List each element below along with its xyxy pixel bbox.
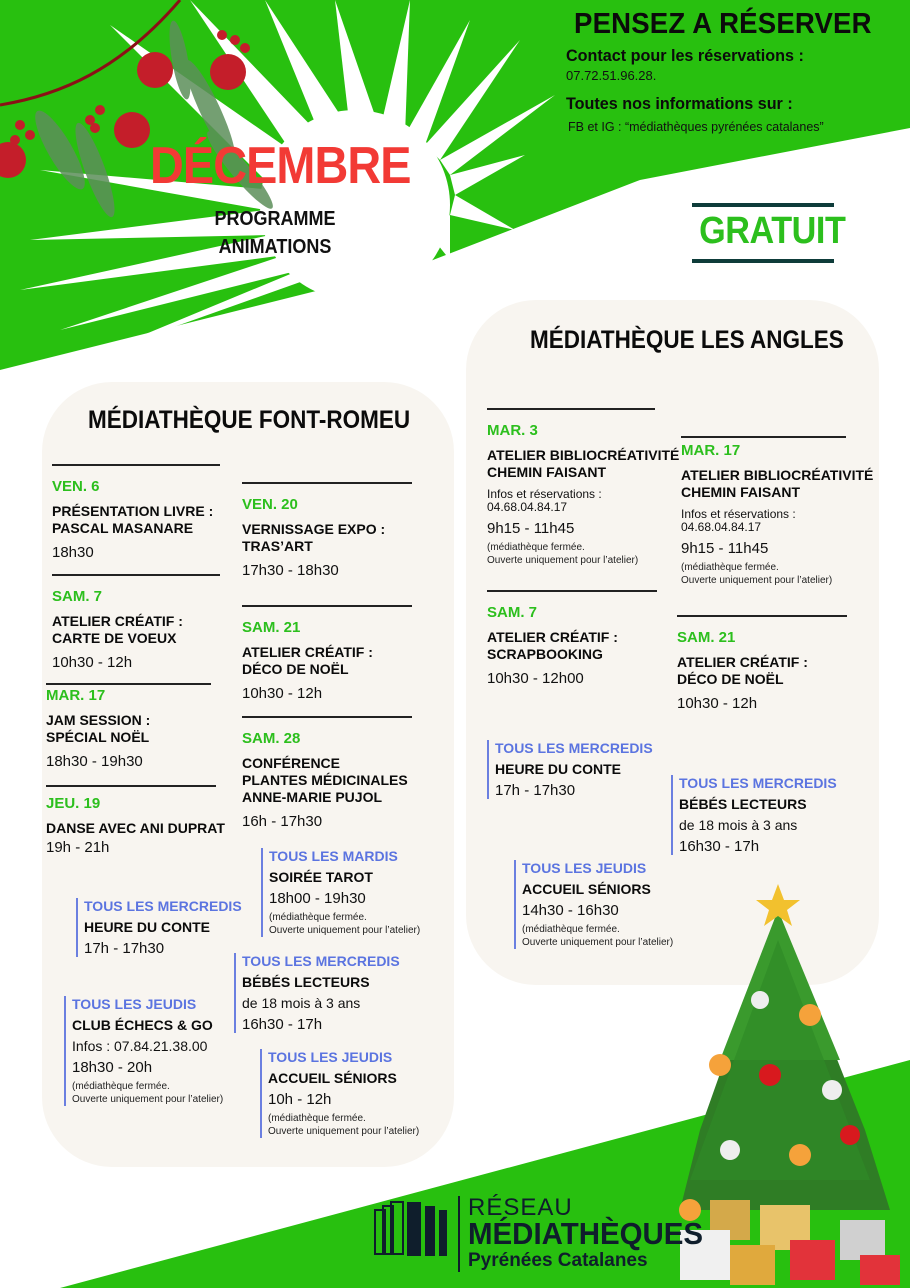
divider [52, 464, 220, 466]
event-time: 19h - 21h [46, 839, 110, 856]
contact-phone[interactable]: 07.72.51.96.28. [566, 68, 657, 83]
recurring-time: 17h - 17h30 [495, 782, 576, 799]
recurring-time: 16h30 - 17h [242, 1016, 323, 1033]
divider [487, 408, 655, 410]
recurring-event [487, 740, 653, 799]
recurring-subtitle: de 18 mois à 3 ans [242, 995, 361, 1011]
recurring-event [234, 953, 400, 1033]
recurring-title: ACCUEIL SÉNIORS [522, 881, 651, 897]
info-label: Toutes nos informations sur : [566, 94, 793, 113]
event-item [52, 574, 220, 671]
event-title: ATELIER CRÉATIF : DÉCO DE NOËL [677, 654, 808, 687]
event-item [677, 615, 847, 712]
event-title: ATELIER CRÉATIF : CARTE DE VOEUX [52, 613, 183, 646]
recurring-time: 17h - 17h30 [84, 940, 165, 957]
recurring-note: (médiathèque fermée. Ouverte uniquement pour l’atelier) [268, 1113, 420, 1137]
event-time: 18h30 [52, 544, 94, 561]
recurring-day: TOUS LES JEUDIS [72, 996, 197, 1012]
logo-line-2: MÉDIATHÈQUES [468, 1216, 704, 1251]
event-title: ATELIER BIBLIOCRÉATIVITÉ CHEMIN FAISANT [681, 467, 874, 500]
event-time: 10h30 - 12h [242, 685, 323, 702]
event-time: 9h15 - 11h45 [681, 540, 769, 557]
recurring-time: 18h30 - 20h [72, 1059, 153, 1076]
recurring-time: 18h00 - 19h30 [269, 890, 366, 907]
event-day: SAM. 21 [242, 619, 301, 636]
divider [681, 436, 846, 438]
books-logo-icon [373, 1198, 453, 1260]
recurring-event [671, 775, 837, 855]
event-time: 18h30 - 19h30 [46, 753, 143, 770]
recurring-title: HEURE DU CONTE [84, 919, 211, 935]
free-badge: GRATUIT [699, 210, 846, 252]
event-item [681, 436, 874, 587]
event-time: 10h30 - 12h [52, 654, 133, 671]
reserve-heading: PENSEZ A RÉSERVER [574, 8, 872, 40]
event-title: DANSE AVEC ANI DUPRAT [46, 820, 225, 836]
recurring-note: (médiathèque fermée. Ouverte uniquement pour l’atelier) [72, 1081, 224, 1105]
event-title: JAM SESSION : SPÉCIAL NOËL [46, 712, 151, 745]
event-time: 10h30 - 12h00 [487, 670, 584, 687]
event-day: SAM. 28 [242, 730, 301, 747]
recurring-time: 16h30 - 17h [679, 838, 760, 855]
font-romeu-title: MÉDIATHÈQUE FONT-ROMEU [88, 406, 411, 434]
recurring-event [76, 898, 242, 957]
divider [242, 716, 412, 718]
recurring-day: TOUS LES MERCREDIS [242, 953, 400, 969]
event-day: VEN. 6 [52, 478, 100, 495]
logo-divider [458, 1196, 460, 1272]
divider [52, 574, 220, 576]
event-title: ATELIER BIBLIOCRÉATIVITÉ CHEMIN FAISANT [487, 447, 680, 480]
event-item [242, 482, 412, 579]
recurring-day: TOUS LES MERCREDIS [84, 898, 242, 914]
event-note: (médiathèque fermée. Ouverte uniquement pour l’atelier) [487, 542, 639, 566]
event-day: VEN. 20 [242, 496, 298, 513]
event-item [46, 683, 211, 770]
divider [487, 590, 657, 592]
recurring-title: BÉBÉS LECTEURS [679, 796, 807, 812]
divider [242, 482, 412, 484]
event-item [242, 716, 412, 830]
recurring-day: TOUS LES JEUDIS [522, 860, 647, 876]
event-day: MAR. 3 [487, 422, 538, 439]
event-info: Infos et réservations : 04.68.04.84.17 [487, 487, 602, 514]
divider [677, 615, 847, 617]
recurring-event [64, 996, 223, 1106]
event-time: 17h30 - 18h30 [242, 562, 339, 579]
recurring-day: TOUS LES MARDIS [269, 848, 398, 864]
recurring-event [261, 848, 420, 937]
event-item [46, 785, 225, 856]
month-title: DÉCEMBRE [150, 137, 411, 195]
event-day: JEU. 19 [46, 795, 101, 812]
event-day: MAR. 17 [46, 687, 106, 704]
event-info: Infos et réservations : 04.68.04.84.17 [681, 507, 796, 534]
program-line-1: PROGRAMME [214, 208, 336, 230]
recurring-title: CLUB ÉCHECS & GO [72, 1017, 213, 1033]
program-line-2: ANIMATIONS [218, 236, 332, 258]
event-day: SAM. 7 [52, 588, 103, 605]
event-day: SAM. 21 [677, 629, 736, 646]
recurring-note: (médiathèque fermée. Ouverte uniquement pour l’atelier) [522, 924, 674, 948]
recurring-subtitle: de 18 mois à 3 ans [679, 817, 798, 833]
recurring-title: BÉBÉS LECTEURS [242, 974, 370, 990]
recurring-event [514, 860, 673, 949]
event-note: (médiathèque fermée. Ouverte uniquement pour l’atelier) [681, 562, 833, 586]
logo-line-3: Pyrénées Catalanes [468, 1250, 648, 1271]
social-info: FB et IG : “médiathèques pyrénées catalanes” [568, 120, 824, 134]
recurring-title: ACCUEIL SÉNIORS [268, 1070, 397, 1086]
recurring-time: 14h30 - 16h30 [522, 902, 619, 919]
event-time: 10h30 - 12h [677, 695, 758, 712]
event-title: ATELIER CRÉATIF : SCRAPBOOKING [487, 629, 618, 662]
divider [46, 683, 211, 685]
contact-label: Contact pour les réservations : [566, 46, 804, 65]
recurring-note: (médiathèque fermée. Ouverte uniquement pour l’atelier) [269, 912, 421, 936]
divider [46, 785, 216, 787]
event-item [242, 605, 412, 702]
recurring-title: HEURE DU CONTE [495, 761, 622, 777]
recurring-subtitle: Infos : 07.84.21.38.00 [72, 1038, 208, 1054]
event-item [52, 464, 220, 561]
recurring-title: SOIRÉE TAROT [269, 869, 373, 885]
recurring-time: 10h - 12h [268, 1091, 332, 1108]
event-item [487, 590, 657, 687]
recurring-day: TOUS LES MERCREDIS [679, 775, 837, 791]
event-title: PRÉSENTATION LIVRE : PASCAL MASANARE [52, 503, 214, 536]
recurring-day: TOUS LES JEUDIS [268, 1049, 393, 1065]
event-title: ATELIER CRÉATIF : DÉCO DE NOËL [242, 644, 373, 677]
divider [242, 605, 412, 607]
event-time: 16h - 17h30 [242, 813, 323, 830]
event-item [487, 408, 680, 567]
event-day: MAR. 17 [681, 442, 741, 459]
program-subtitle [203, 205, 347, 261]
event-time: 9h15 - 11h45 [487, 520, 575, 537]
event-day: SAM. 7 [487, 604, 538, 621]
event-title: VERNISSAGE EXPO : TRAS’ART [242, 521, 386, 554]
recurring-day: TOUS LES MERCREDIS [495, 740, 653, 756]
event-title: CONFÉRENCE PLANTES MÉDICINALES ANNE-MARIE PUJOL [242, 755, 408, 805]
recurring-event [260, 1049, 419, 1138]
les-angles-title: MÉDIATHÈQUE LES ANGLES [530, 326, 844, 354]
logo-line-1: RÉSEAU [468, 1194, 573, 1221]
